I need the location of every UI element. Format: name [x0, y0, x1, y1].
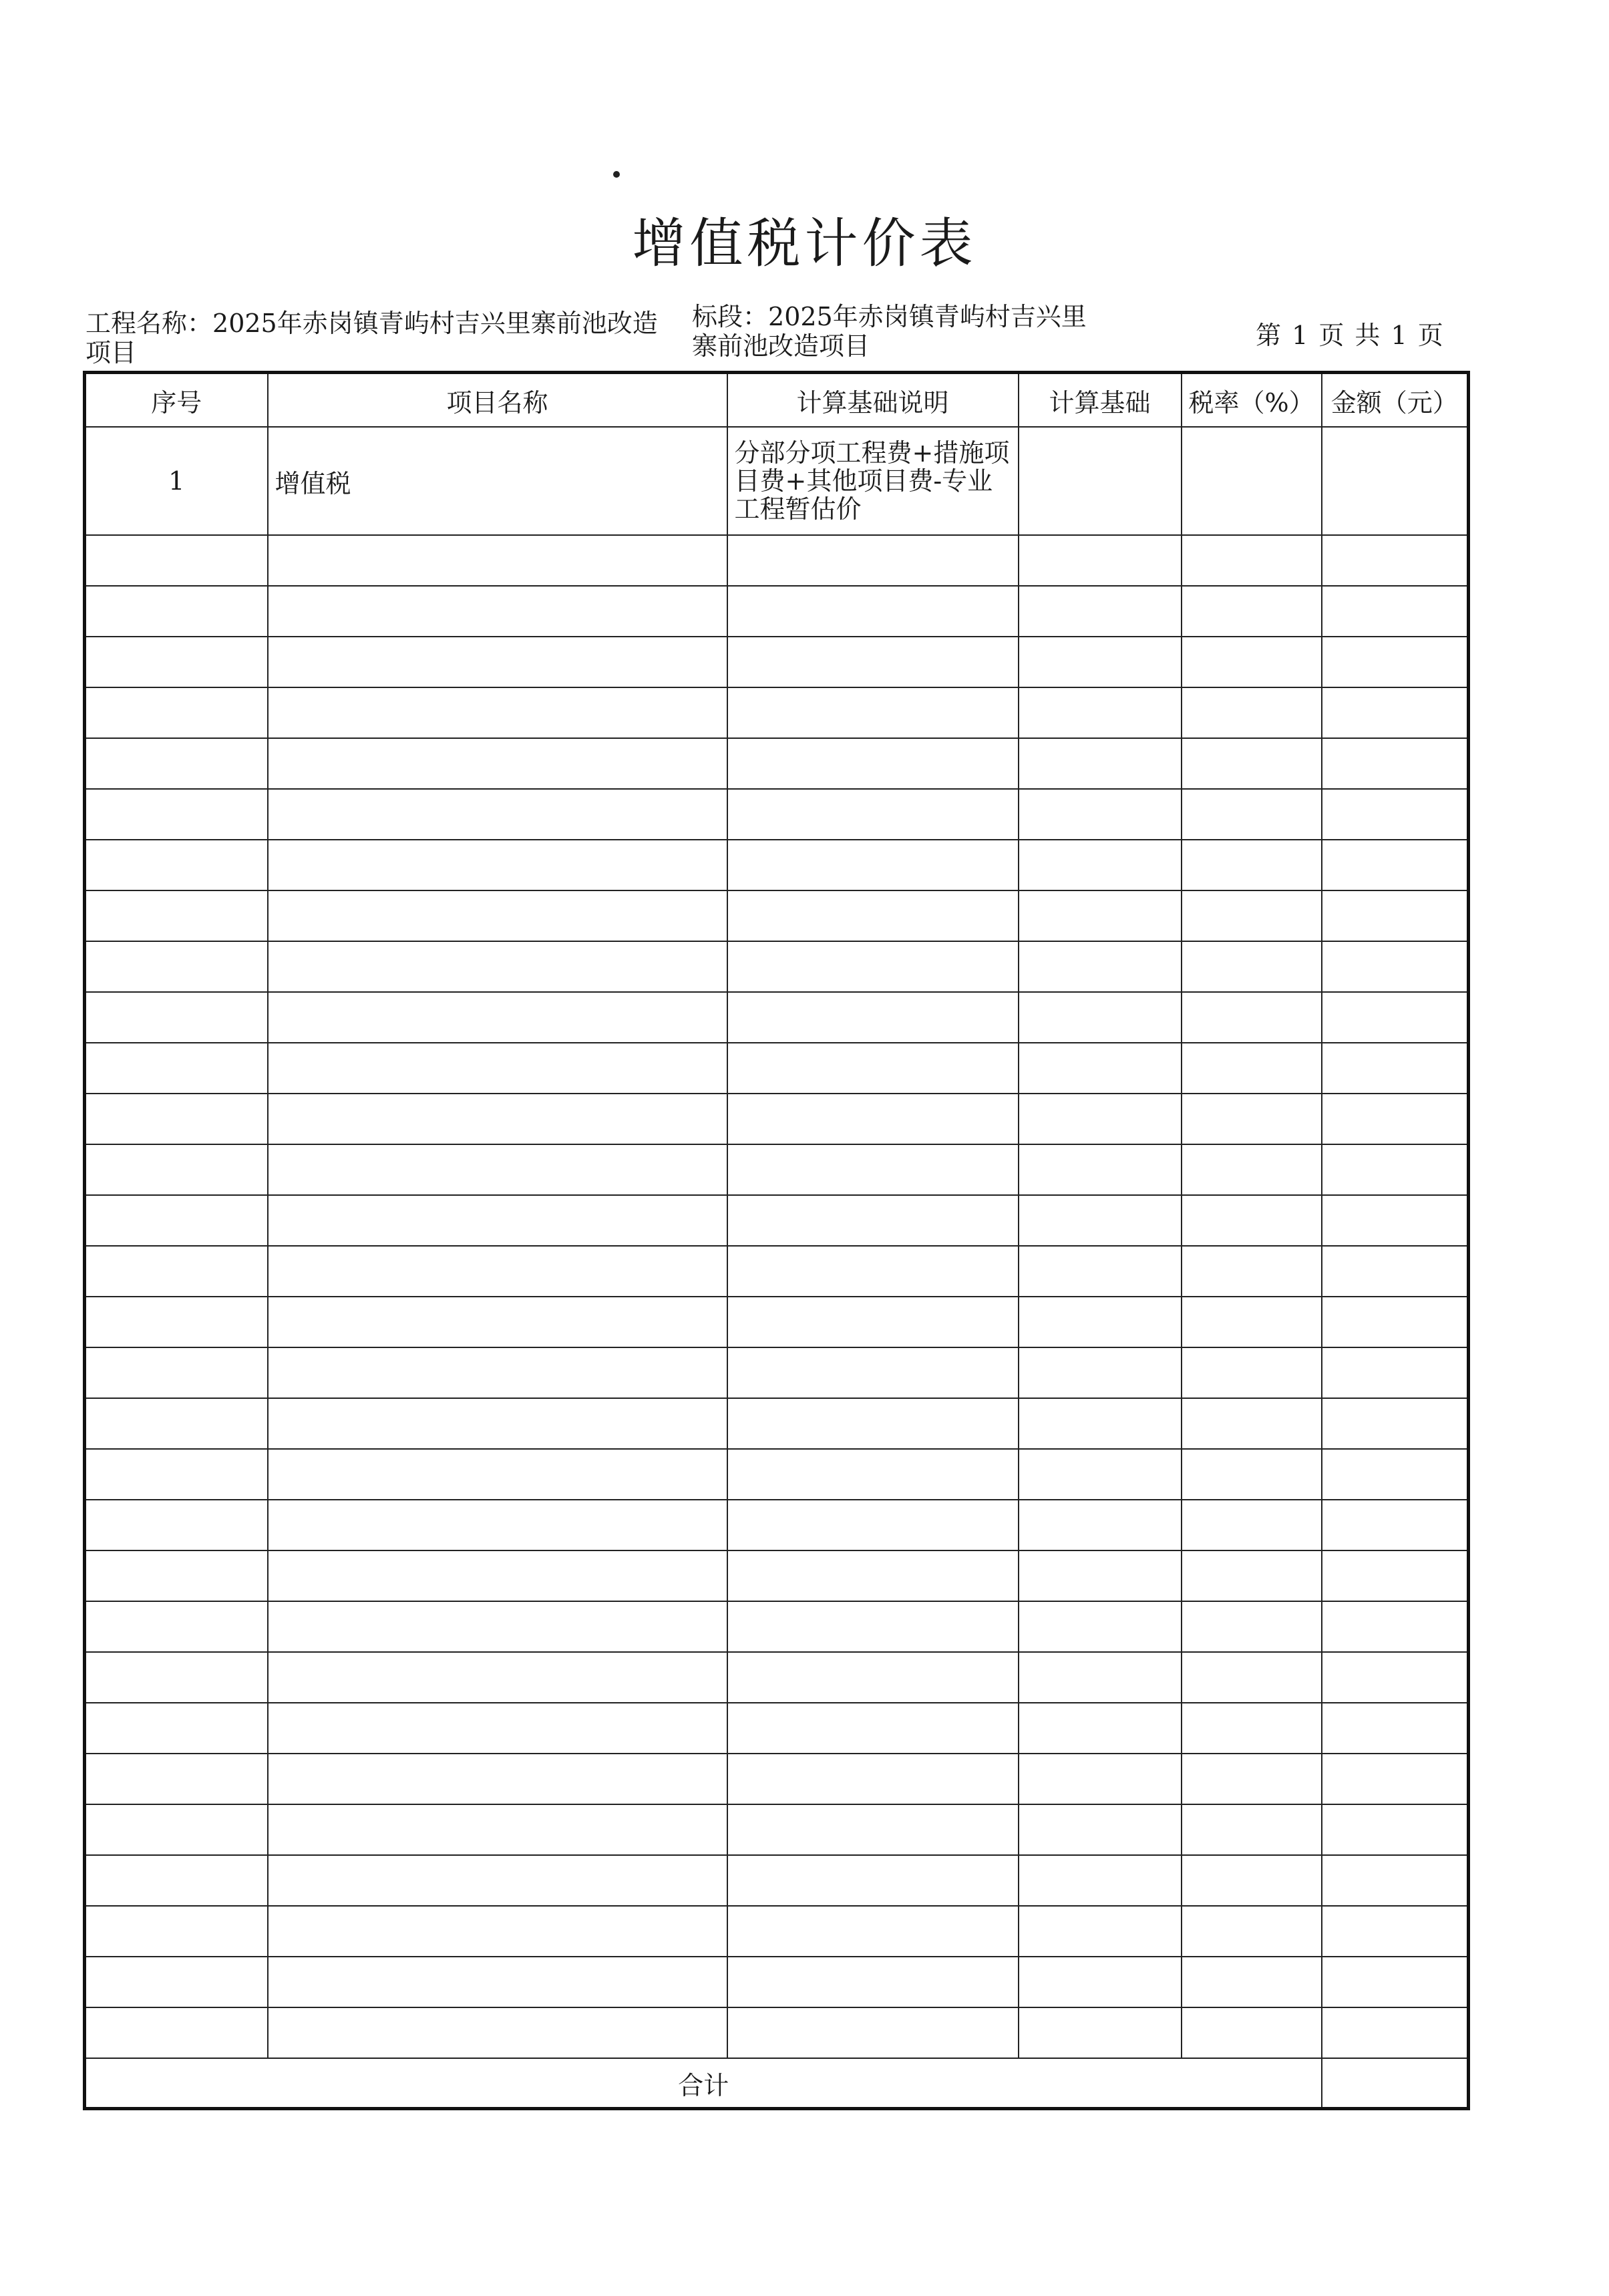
empty-cell — [1322, 1906, 1469, 1957]
empty-row — [85, 1703, 1469, 1754]
empty-cell — [727, 1754, 1019, 1804]
empty-cell — [1019, 1500, 1182, 1550]
empty-cell — [1322, 1855, 1469, 1906]
empty-cell — [1019, 1855, 1182, 1906]
empty-cell — [1322, 1297, 1469, 1347]
empty-cell — [727, 1195, 1019, 1246]
empty-row — [85, 890, 1469, 941]
empty-cell — [727, 941, 1019, 992]
empty-row — [85, 1043, 1469, 1094]
empty-cell — [268, 586, 727, 637]
table-header-row — [85, 373, 1469, 428]
empty-cell — [268, 1703, 727, 1754]
empty-cell — [1322, 1094, 1469, 1144]
empty-cell — [268, 1906, 727, 1957]
empty-cell — [268, 1500, 727, 1550]
empty-cell — [727, 738, 1019, 789]
empty-cell — [1182, 2007, 1322, 2058]
empty-cell — [727, 992, 1019, 1043]
empty-cell — [727, 687, 1019, 738]
empty-cell — [85, 840, 268, 890]
empty-cell — [85, 1906, 268, 1957]
cell-basis — [1019, 427, 1182, 535]
empty-row — [85, 1246, 1469, 1297]
total-row — [85, 2058, 1469, 2109]
empty-cell — [1019, 687, 1182, 738]
vat-pricing-table — [83, 371, 1470, 2110]
empty-cell — [85, 1297, 268, 1347]
empty-cell — [727, 1957, 1019, 2007]
empty-cell — [85, 535, 268, 586]
empty-cell — [1019, 1043, 1182, 1094]
empty-cell — [1019, 637, 1182, 687]
empty-cell — [268, 941, 727, 992]
empty-cell — [1019, 1297, 1182, 1347]
empty-cell — [1322, 586, 1469, 637]
empty-cell — [1322, 890, 1469, 941]
empty-cell — [1182, 1957, 1322, 2007]
empty-row — [85, 1601, 1469, 1652]
empty-row — [85, 1652, 1469, 1703]
header-rate: 税率（%） — [1182, 373, 1322, 428]
empty-cell — [1019, 1144, 1182, 1195]
empty-cell — [268, 1347, 727, 1398]
empty-cell — [85, 1043, 268, 1094]
empty-cell — [85, 1246, 268, 1297]
empty-cell — [727, 1094, 1019, 1144]
empty-cell — [1182, 1347, 1322, 1398]
total-label: 合计 — [85, 2058, 1322, 2109]
empty-cell — [1019, 1804, 1182, 1855]
empty-cell — [1019, 1906, 1182, 1957]
empty-cell — [1019, 992, 1182, 1043]
empty-cell — [727, 637, 1019, 687]
empty-row — [85, 992, 1469, 1043]
empty-cell — [1322, 789, 1469, 840]
empty-cell — [1019, 1449, 1182, 1500]
empty-row — [85, 1500, 1469, 1550]
empty-row — [85, 789, 1469, 840]
empty-cell — [1019, 2007, 1182, 2058]
empty-cell — [727, 1144, 1019, 1195]
empty-cell — [268, 1246, 727, 1297]
empty-cell — [1322, 1043, 1469, 1094]
empty-cell — [268, 1754, 727, 1804]
empty-row — [85, 941, 1469, 992]
section-label: 标段： — [692, 302, 769, 331]
empty-cell — [1322, 1804, 1469, 1855]
empty-cell — [1019, 1754, 1182, 1804]
empty-cell — [268, 1652, 727, 1703]
empty-row — [85, 1297, 1469, 1347]
empty-cell — [1322, 840, 1469, 890]
empty-cell — [727, 1601, 1019, 1652]
empty-cell — [85, 992, 268, 1043]
empty-cell — [1182, 1601, 1322, 1652]
cell-rate — [1182, 427, 1322, 535]
empty-row — [85, 1855, 1469, 1906]
document-title: 增值税计价表 — [632, 212, 977, 275]
empty-cell — [1182, 586, 1322, 637]
empty-cell — [268, 687, 727, 738]
empty-cell — [1182, 1804, 1322, 1855]
empty-cell — [1322, 1246, 1469, 1297]
empty-cell — [727, 1246, 1019, 1297]
empty-cell — [85, 1347, 268, 1398]
empty-cell — [1322, 2007, 1469, 2058]
empty-cell — [727, 586, 1019, 637]
empty-cell — [1322, 992, 1469, 1043]
empty-cell — [85, 1550, 268, 1601]
empty-cell — [1322, 1195, 1469, 1246]
empty-row — [85, 535, 1469, 586]
empty-cell — [727, 1652, 1019, 1703]
empty-cell — [85, 1398, 268, 1449]
empty-cell — [1019, 1550, 1182, 1601]
empty-cell — [268, 637, 727, 687]
empty-cell — [727, 840, 1019, 890]
empty-cell — [85, 1449, 268, 1500]
project-label: 工程名称： — [85, 309, 213, 338]
empty-cell — [727, 1906, 1019, 1957]
empty-cell — [727, 1855, 1019, 1906]
cell-seq: 1 — [85, 427, 268, 535]
project-name: 2025年赤岗镇青屿村吉兴里寨前池改造项目 — [85, 309, 658, 367]
empty-cell — [727, 1398, 1019, 1449]
empty-cell — [268, 1094, 727, 1144]
empty-cell — [1019, 941, 1182, 992]
header-basis: 计算基础 — [1019, 373, 1182, 428]
empty-row — [85, 840, 1469, 890]
empty-cell — [85, 1703, 268, 1754]
empty-cell — [727, 1449, 1019, 1500]
empty-row — [85, 1449, 1469, 1500]
empty-cell — [268, 1144, 727, 1195]
empty-cell — [1182, 941, 1322, 992]
empty-cell — [727, 535, 1019, 586]
empty-cell — [1322, 1957, 1469, 2007]
empty-cell — [85, 586, 268, 637]
empty-cell — [1019, 1347, 1182, 1398]
header-basis-desc: 计算基础说明 — [727, 373, 1019, 428]
header-amount: 金额（元） — [1322, 373, 1469, 428]
empty-cell — [727, 1297, 1019, 1347]
empty-cell — [1322, 535, 1469, 586]
empty-cell — [85, 1855, 268, 1906]
empty-cell — [85, 2007, 268, 2058]
empty-cell — [1019, 1094, 1182, 1144]
empty-row — [85, 1144, 1469, 1195]
empty-cell — [1182, 1043, 1322, 1094]
cell-name: 增值税 — [268, 427, 727, 535]
empty-cell — [1322, 1652, 1469, 1703]
empty-cell — [85, 738, 268, 789]
header-name: 项目名称 — [268, 373, 727, 428]
empty-row — [85, 2007, 1469, 2058]
empty-cell — [1182, 1500, 1322, 1550]
empty-cell — [1019, 1703, 1182, 1754]
empty-cell — [1182, 1094, 1322, 1144]
empty-cell — [1019, 1601, 1182, 1652]
empty-row — [85, 1550, 1469, 1601]
empty-cell — [1182, 1449, 1322, 1500]
empty-cell — [1182, 992, 1322, 1043]
empty-cell — [268, 1550, 727, 1601]
total-amount — [1322, 2058, 1469, 2109]
empty-row — [85, 1347, 1469, 1398]
empty-cell — [1182, 738, 1322, 789]
empty-cell — [1322, 1347, 1469, 1398]
empty-cell — [268, 1449, 727, 1500]
empty-cell — [727, 1500, 1019, 1550]
empty-cell — [1182, 1398, 1322, 1449]
empty-cell — [1322, 1500, 1469, 1550]
empty-cell — [1322, 1144, 1469, 1195]
empty-cell — [1322, 1398, 1469, 1449]
empty-cell — [268, 1297, 727, 1347]
empty-cell — [1019, 890, 1182, 941]
empty-cell — [1322, 941, 1469, 992]
scan-speck — [613, 171, 620, 178]
empty-cell — [727, 1703, 1019, 1754]
empty-cell — [1019, 1398, 1182, 1449]
empty-cell — [1322, 1550, 1469, 1601]
empty-cell — [85, 789, 268, 840]
empty-cell — [1182, 1144, 1322, 1195]
empty-row — [85, 1804, 1469, 1855]
empty-row — [85, 1195, 1469, 1246]
cell-basis-desc: 分部分项工程费+措施项目费+其他项目费-专业工程暂估价 — [727, 427, 1019, 535]
empty-cell — [268, 1601, 727, 1652]
empty-cell — [85, 1754, 268, 1804]
project-info — [85, 309, 673, 367]
empty-cell — [1182, 1906, 1322, 1957]
empty-cell — [268, 1855, 727, 1906]
empty-cell — [1019, 535, 1182, 586]
empty-cell — [268, 1398, 727, 1449]
empty-cell — [1322, 738, 1469, 789]
empty-cell — [1019, 1957, 1182, 2007]
empty-row — [85, 1094, 1469, 1144]
empty-cell — [1019, 840, 1182, 890]
empty-cell — [85, 637, 268, 687]
empty-cell — [1322, 1601, 1469, 1652]
empty-cell — [727, 789, 1019, 840]
empty-cell — [1182, 840, 1322, 890]
empty-cell — [85, 1804, 268, 1855]
empty-cell — [268, 890, 727, 941]
empty-cell — [1182, 535, 1322, 586]
empty-cell — [1322, 687, 1469, 738]
section-name: 2025年赤岗镇青屿村吉兴里寨前池改造项目 — [692, 302, 1087, 361]
empty-cell — [268, 535, 727, 586]
empty-cell — [1182, 1754, 1322, 1804]
empty-cell — [1182, 1652, 1322, 1703]
empty-cell — [1182, 890, 1322, 941]
table-row — [85, 427, 1469, 535]
empty-cell — [85, 1500, 268, 1550]
empty-row — [85, 637, 1469, 687]
empty-cell — [1322, 1449, 1469, 1500]
empty-row — [85, 1398, 1469, 1449]
empty-cell — [1019, 586, 1182, 637]
empty-cell — [1182, 1297, 1322, 1347]
empty-cell — [727, 1043, 1019, 1094]
empty-row — [85, 1906, 1469, 1957]
empty-cell — [85, 1652, 268, 1703]
empty-cell — [1019, 1246, 1182, 1297]
empty-row — [85, 738, 1469, 789]
section-info — [692, 302, 1106, 361]
empty-row — [85, 586, 1469, 637]
empty-cell — [85, 941, 268, 992]
empty-cell — [85, 1094, 268, 1144]
empty-cell — [727, 1347, 1019, 1398]
empty-cell — [85, 1957, 268, 2007]
header-seq: 序号 — [85, 373, 268, 428]
empty-cell — [85, 1601, 268, 1652]
empty-cell — [268, 840, 727, 890]
empty-cell — [1182, 1703, 1322, 1754]
empty-cell — [85, 687, 268, 738]
empty-cell — [727, 1804, 1019, 1855]
empty-cell — [1182, 687, 1322, 738]
empty-cell — [268, 789, 727, 840]
empty-cell — [1182, 1246, 1322, 1297]
empty-cell — [1182, 1550, 1322, 1601]
empty-cell — [1322, 1703, 1469, 1754]
empty-cell — [268, 992, 727, 1043]
empty-cell — [268, 2007, 727, 2058]
empty-cell — [268, 1195, 727, 1246]
empty-row — [85, 1957, 1469, 2007]
empty-cell — [268, 738, 727, 789]
page-info: 第 1 页 共 1 页 — [1256, 321, 1445, 350]
empty-cell — [85, 1144, 268, 1195]
empty-cell — [268, 1957, 727, 2007]
empty-row — [85, 687, 1469, 738]
empty-cell — [1182, 789, 1322, 840]
empty-cell — [727, 890, 1019, 941]
empty-cell — [1322, 637, 1469, 687]
empty-cell — [727, 1550, 1019, 1601]
empty-cell — [1182, 1195, 1322, 1246]
empty-cell — [1182, 1855, 1322, 1906]
empty-cell — [1019, 1195, 1182, 1246]
empty-cell — [268, 1804, 727, 1855]
empty-cell — [727, 2007, 1019, 2058]
empty-row — [85, 1754, 1469, 1804]
empty-cell — [85, 890, 268, 941]
empty-cell — [1182, 637, 1322, 687]
cell-amount — [1322, 427, 1469, 535]
empty-cell — [1019, 789, 1182, 840]
empty-cell — [268, 1043, 727, 1094]
empty-cell — [85, 1195, 268, 1246]
empty-cell — [1019, 1652, 1182, 1703]
empty-cell — [1322, 1754, 1469, 1804]
empty-cell — [1019, 738, 1182, 789]
